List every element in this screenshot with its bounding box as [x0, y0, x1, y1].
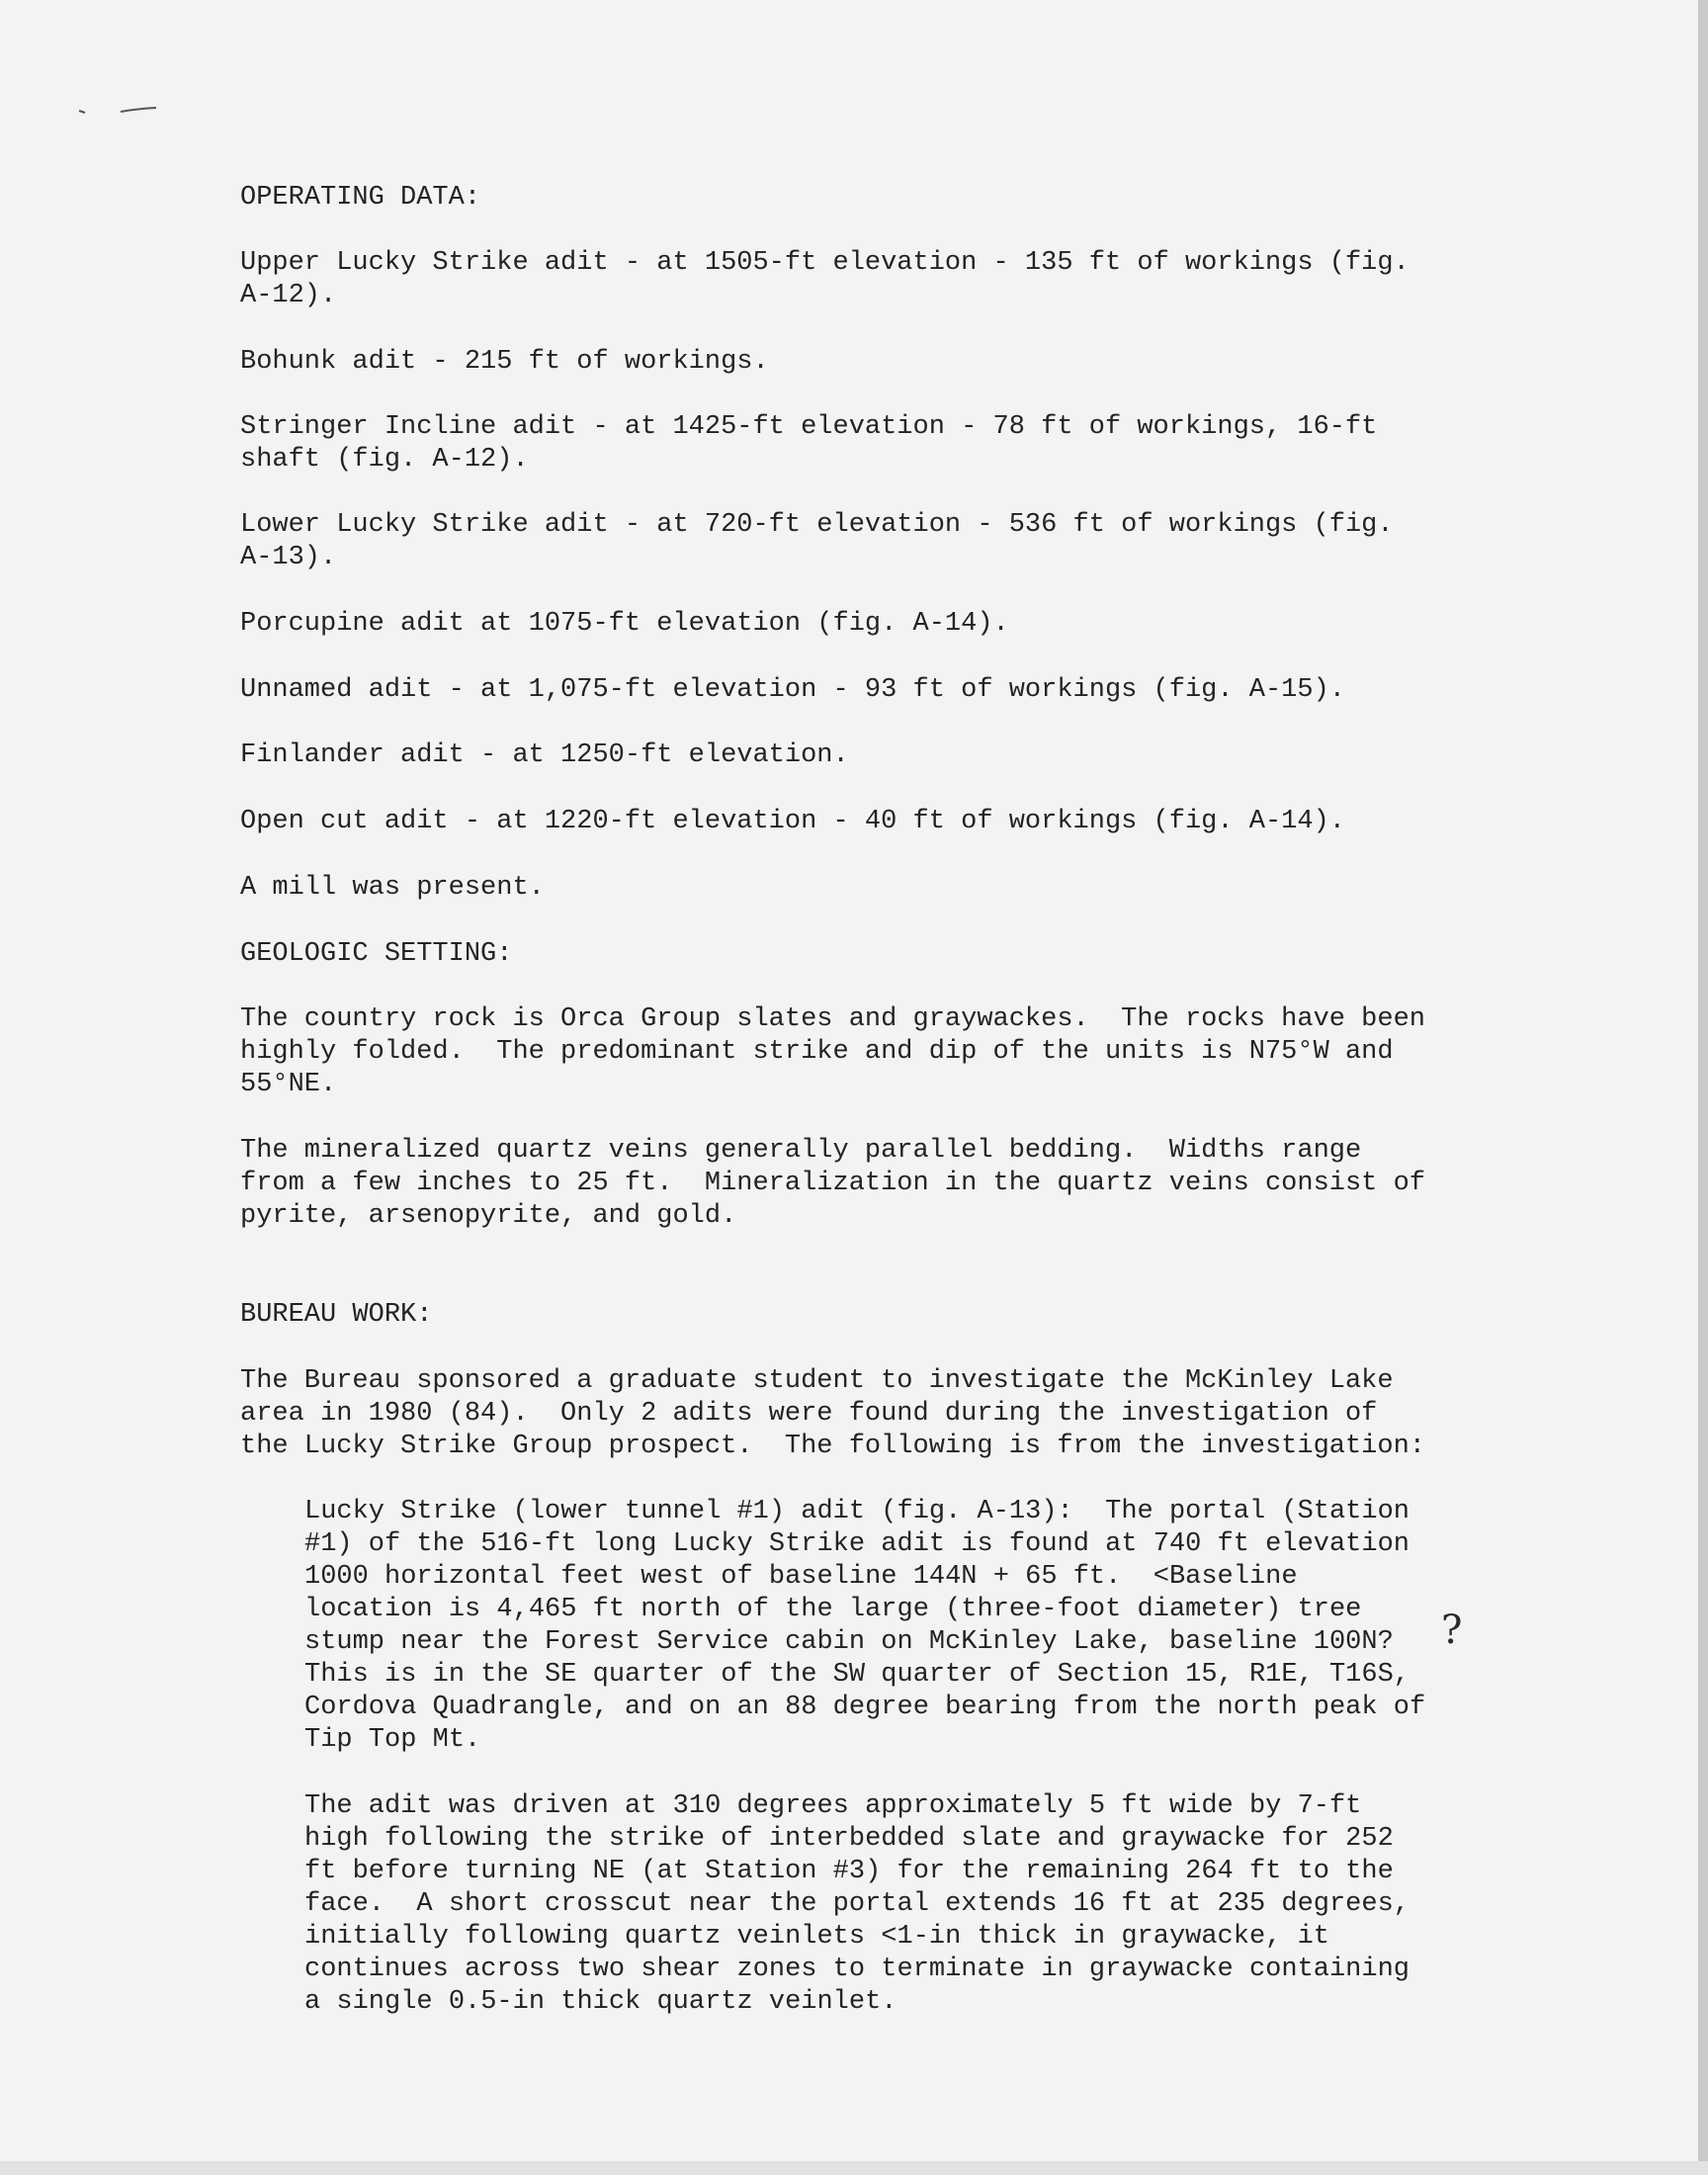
paragraph-mill: A mill was present. [240, 873, 545, 903]
paragraph-porcupine: Porcupine adit at 1075-ft elevation (fig. A-14). [240, 609, 1009, 639]
paragraph-country-rock: The country rock is Orca Group slates and graywackes. The rocks have been highly folded. The predominant strike and dip of the units is N75°W and 55°NE. [240, 1004, 1425, 1099]
page-edge-shadow [1698, 0, 1708, 2175]
quote-adit-driven: The adit was driven at 310 degrees approximately 5 ft wide by 7-ft high following the strike of interbedded slate and graywacke for 252 ft before turning NE (at Station #3) for the remaining 264 ft to the face. A short crosscut near the portal extends 16 ft at 235 degrees, initially following quartz veinlets <1-in thick in graywacke, it continues across two shear zones to terminate in graywacke containing a single 0.5-in thick quartz veinlet. [304, 1791, 1409, 2017]
paragraph-bureau-sponsored: The Bureau sponsored a graduate student to investigate the McKinley Lake area in 1980 (84). Only 2 adits were found during the investigation of the Lucky Strike Group prospect. The following is from the investigation: [240, 1366, 1425, 1461]
section-heading-geologic-setting: GEOLOGIC SETTING: [240, 939, 513, 969]
paragraph-unnamed-adit: Unnamed adit - at 1,075-ft elevation - 93 ft of workings (fig. A-15). [240, 675, 1345, 705]
paragraph-stringer-incline: Stringer Incline adit - at 1425-ft elevation - 78 ft of workings, 16-ft shaft (fig. A-12). [240, 412, 1378, 475]
paragraph-mineralized-veins: The mineralized quartz veins generally parallel bedding. Widths range from a few inches to 25 ft. Mineralization in the quartz veins consist of pyrite, arsenopyrite, and gold. [240, 1136, 1425, 1231]
quote-lucky-strike-portal: Lucky Strike (lower tunnel #1) adit (fig. A-13): The portal (Station #1) of the 516-ft long Lucky Strike adit is found at 740 ft elevation 1000 horizontal feet west of baseline 144N + 65 ft. <Baseline location is 4,465 ft north of the large (three-foot diameter) tree stump near the Forest Service cabin on McKinley Lake, baseline 100N? This is in the SE quarter of the SW quarter of Section 15, R1E, T16S, Cordova Quadrangle, and on an 88 degree bearing from the north peak of Tip Top Mt. [304, 1497, 1426, 1755]
paragraph-finlander: Finlander adit - at 1250-ft elevation. [240, 740, 849, 770]
paragraph-lower-lucky-strike: Lower Lucky Strike adit - at 720-ft elevation - 536 ft of workings (fig. A-13). [240, 510, 1394, 572]
section-heading-bureau-work: BUREAU WORK: [240, 1300, 433, 1330]
handwritten-question-mark: ? [1441, 1608, 1463, 1653]
stray-pen-mark [77, 103, 156, 117]
paragraph-open-cut: Open cut adit - at 1220-ft elevation - 40 ft of workings (fig. A-14). [240, 807, 1345, 836]
page-bottom-strip [0, 2161, 1708, 2175]
paragraph-bohunk: Bohunk adit - 215 ft of workings. [240, 347, 769, 377]
section-heading-operating-data: OPERATING DATA: [240, 183, 481, 213]
paragraph-upper-lucky-strike: Upper Lucky Strike adit - at 1505-ft elevation - 135 ft of workings (fig. A-12). [240, 248, 1409, 310]
